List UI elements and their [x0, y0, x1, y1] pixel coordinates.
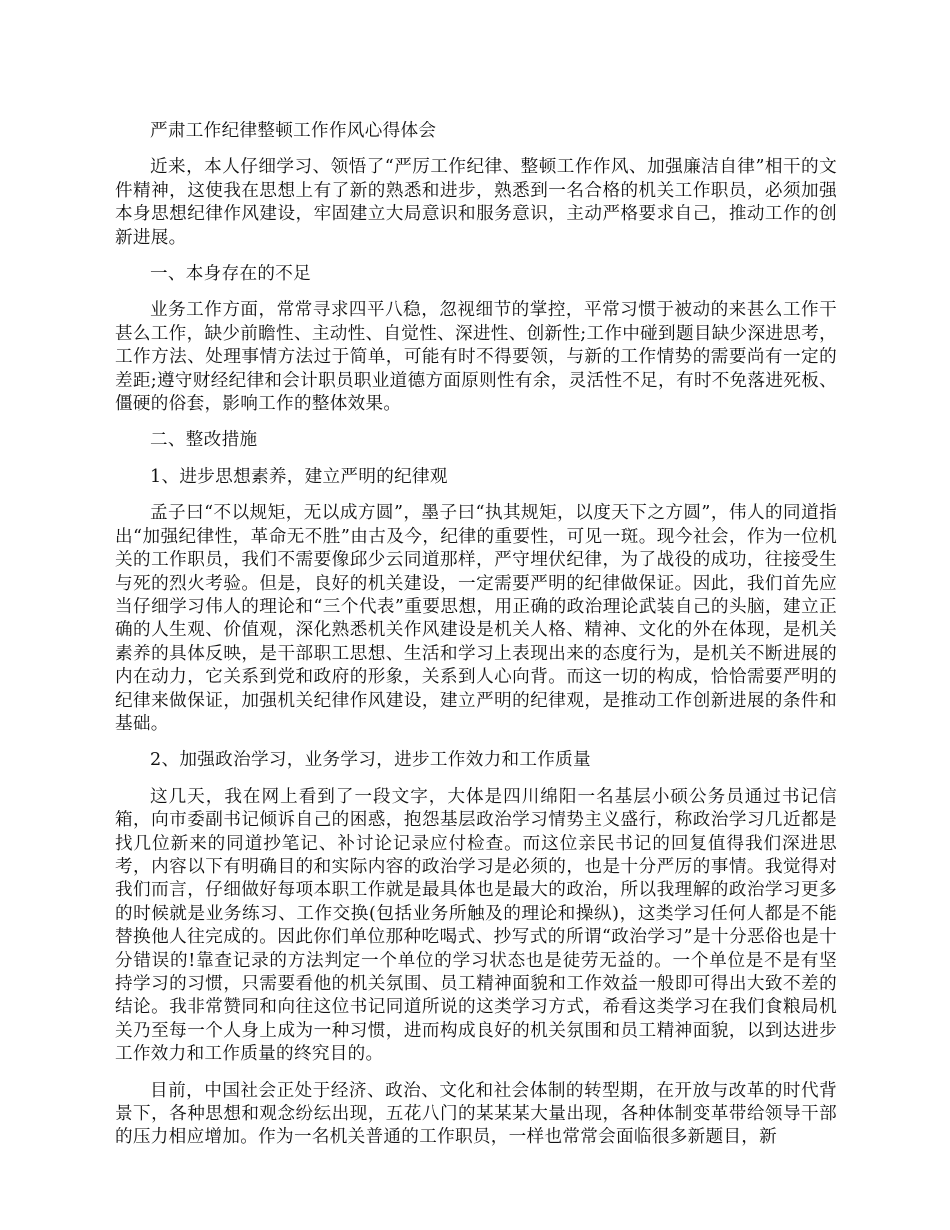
section-1-heading: 一、本身存在的不足: [150, 264, 312, 285]
subsection-1-heading: 1、进步思想素养，建立严明的纪律观: [150, 466, 448, 487]
document-title: 严肃工作纪律整顿工作作风心得体会: [150, 121, 437, 141]
final-paragraph: 目前，中国社会正处于经济、政治、文化和社会体制的转型期，在开放与改革的时代背景下，各种思想和观念纷纭出现，五花八门的某某某大量出现，各种体制变革带给领导干部的压力相应增加。作为一名机关普通的工作职员，一样也常常会面临很多新题目，新: [115, 1080, 837, 1148]
section-2-heading: 二、整改措施: [150, 430, 258, 451]
section-1-paragraph: 业务工作方面，常常寻求四平八稳，忽视细节的掌控，平常习惯于被动的来甚么工作干甚么工作，缺少前瞻性、主动性、自觉性、深进性、创新性;工作中碰到题目缺少深进思考，工作方法、处理事情方法过于简单，可能有时不得要领，与新的工作情势的需要尚有一定的差距;遵守财经纪律和会计职员职业道德方面原则性有余，灵活性不足，有时不免落进死板、僵硬的俗套，影响工作的整体效果。: [115, 300, 837, 415]
subsection-2-paragraph: 这几天，我在网上看到了一段文字，大体是四川绵阳一名基层小硕公务员通过书记信箱，向市委副书记倾诉自己的困惑，抱怨基层政治学习情势主义盛行，称政治学习几近都是找几位新来的同道抄笔记、补讨论记录应付检查。而这位亲民书记的回复值得我们深进思考，内容以下有明确目的和实际内容的政治学习是必须的，也是十分严厉的事情。我觉得对我们而言，仔细做好每项本职工作就是最具体也是最大的政治，所以我理解的政治学习更多的时候就是业务练习、工作交换(包括业务所触及的理论和操纵)，这类学习任何人都是不能替换他人往完成的。因此你们单位那种吃喝式、抄写式的所谓“政治学习”是十分恶俗也是十分错误的!靠查记录的方法判定一个单位的学习状态也是徒劳无益的。一个单位是不是有坚持学习的习惯，只需要看他的机关氛围、员工精神面貌和工作效益一般即可得出大致不差的结论。我非常赞同和向往这位书记同道所说的这类学习方式，希看这类学习在我们食粮局机关乃至每一个人身上成为一种习惯，进而构成良好的机关氛围和员工精神面貌，以到达进步工作效力和工作质量的终究目的。: [115, 786, 837, 1065]
intro-paragraph: 近来，本人仔细学习、领悟了“严厉工作纪律、整顿工作作风、加强廉洁自律”相干的文件精神，这使我在思想上有了新的熟悉和进步，熟悉到一名合格的机关工作职员，必须加强本身思想纪律作风建设，牢固建立大局意识和服务意识，主动严格要求自己，推动工作的创新进展。: [115, 157, 837, 248]
subsection-2-heading: 2、加强政治学习，业务学习，进步工作效力和工作质量: [150, 750, 591, 771]
subsection-1-paragraph: 孟子曰“不以规矩，无以成方圆”，墨子曰“执其规矩，以度天下之方圆”，伟人的同道指出“加强纪律性，革命无不胜”由古及今，纪律的重要性，可见一斑。现今社会，作为一位机关的工作职员，我们不需要像邱少云同道那样，严守埋伏纪律，为了战役的成功，往接受生与死的烈火考验。但是，良好的机关建设，一定需要严明的纪律做保证。因此，我们首先应当仔细学习伟人的理论和“三个代表”重要思想，用正确的政治理论武装自己的头脑，建立正确的人生观、价值观，深化熟悉机关作风建设是机关人格、精神、文化的外在体现，是机关素养的具体反映，是干部职工思想、生活和学习上表现出来的态度行为，是机关不断进展的内在动力，它关系到党和政府的形象，关系到人心向背。而这一切的构成，恰恰需要严明的纪律来做保证，加强机关纪律作风建设，建立严明的纪律观，是推动工作创新进展的条件和基础。: [115, 503, 837, 734]
document-page: [115, 120, 837, 1163]
